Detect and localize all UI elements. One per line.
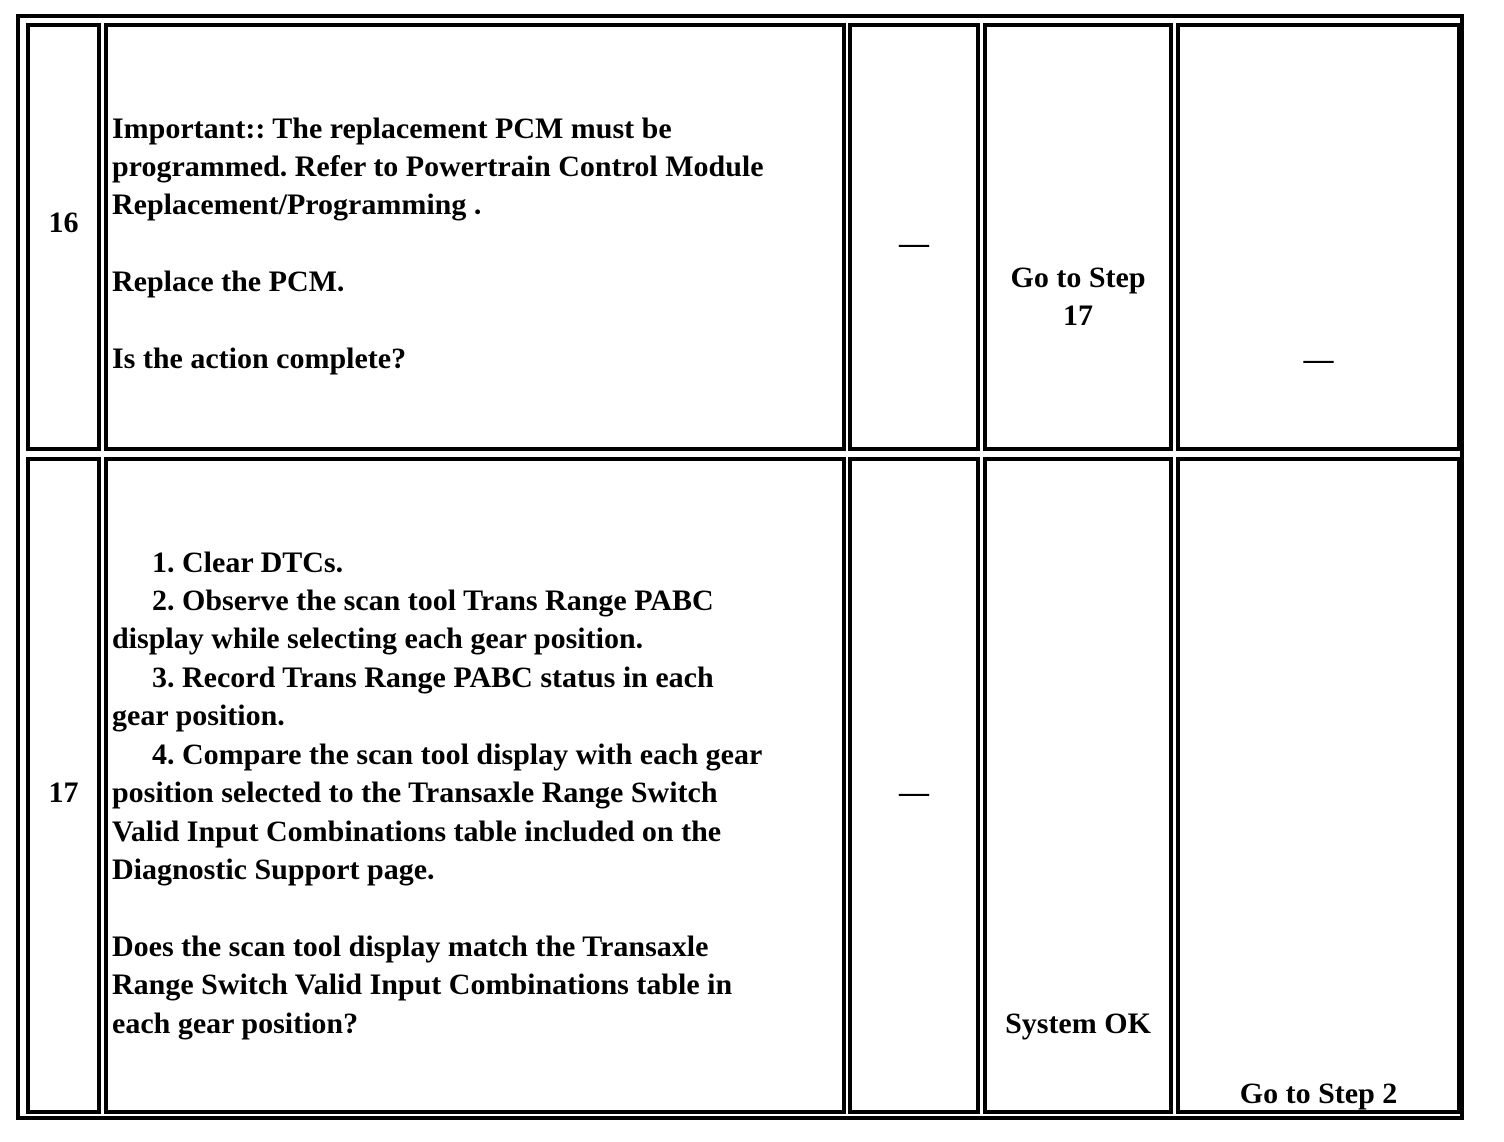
row-16-yes-cell [983, 23, 1173, 451]
important-line-3: Replacement/Programming . [112, 188, 482, 221]
list-item-2-cont: display while selecting each gear position. [112, 622, 644, 655]
row-17-value-cell [848, 457, 980, 1114]
important-line-1: Important:: The replacement PCM must be [112, 112, 672, 145]
yes-text: System OK [1005, 1007, 1151, 1040]
yes-line-2: 17 [1063, 299, 1093, 332]
list-item-4-cont-1: position selected to the Transaxle Range Switch [112, 776, 718, 809]
list-item-1: 1. Clear DTCs. [152, 546, 344, 579]
row-16-action-cell [104, 23, 846, 451]
question-text: Is the action complete? [112, 342, 407, 375]
question-line-1: Does the scan tool display match the Transaxle [112, 930, 709, 963]
no-text: Go to Step 2 [1239, 1077, 1398, 1110]
row-16-step-cell [26, 23, 101, 451]
list-item-4-cont-3: Diagnostic Support page. [112, 853, 435, 886]
list-item-4: 4. Compare the scan tool display with each gear [152, 738, 763, 771]
no-dash: — [1303, 343, 1334, 376]
row-16-value-cell [848, 23, 980, 451]
list-item-3: 3. Record Trans Range PABC status in each [152, 661, 714, 694]
value-dash: — [899, 227, 929, 260]
question-line-2: Range Switch Valid Input Combinations table in [112, 968, 733, 1001]
list-item-3-cont: gear position. [112, 699, 285, 732]
list-item-2: 2. Observe the scan tool Trans Range PABC [152, 584, 714, 617]
value-dash: — [899, 776, 929, 809]
step-number: 17 [48, 776, 79, 809]
question-line-3: each gear position? [112, 1007, 359, 1040]
row-17-action-cell [104, 457, 846, 1114]
row-16-no-cell [1176, 23, 1461, 451]
step-number: 16 [48, 206, 79, 239]
row-17-step-cell [26, 457, 101, 1114]
yes-line-1: Go to Step [1010, 261, 1146, 294]
row-17-yes-cell [983, 457, 1173, 1114]
important-line-2: programmed. Refer to Powertrain Control Module [112, 150, 764, 183]
instruction-text: Replace the PCM. [112, 265, 345, 298]
row-17-no-cell [1176, 457, 1461, 1114]
list-item-4-cont-2: Valid Input Combinations table included on the [112, 815, 722, 848]
